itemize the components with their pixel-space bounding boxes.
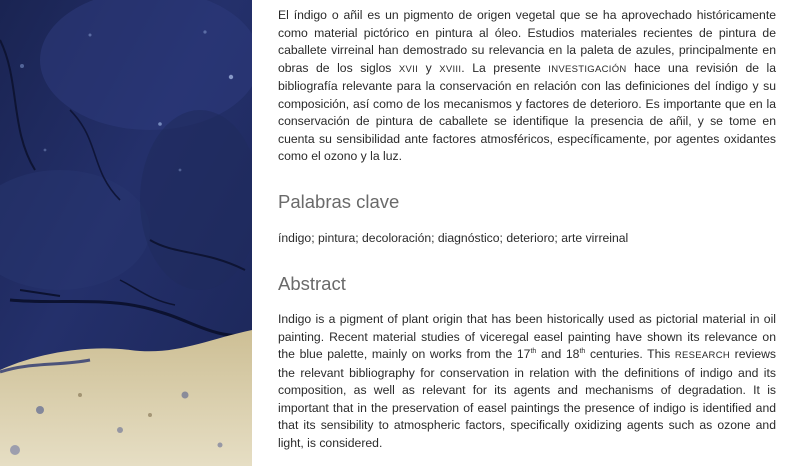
resumen-text-4: hace una revisión de la bibliografía relevante para la conservación en relación con las definiciones del índigo y su composición, así como de los mecanismos y factores de deterioro. Es importante que en la conservación de pintura de caballete se identifique la presencia de añil, y se tome en cuenta su sensibilidad ante factores atmosféricos, específicamente, por agentes oxidantes como el ozono y la luz. (278, 60, 777, 163)
painting-illustration (0, 0, 252, 466)
abstract-text-3: centuries. This (585, 347, 675, 361)
abstract-paragraph (278, 311, 776, 452)
century-xviii: XVIII (439, 63, 462, 75)
investigacion-smallcaps: INVESTIGACIÓN (548, 63, 627, 75)
resumen-text-3: . La presente (461, 60, 549, 75)
research-smallcaps: RESEARCH (674, 350, 731, 361)
abstract-text-2: and 18 (536, 347, 580, 361)
century-xvii: XVII (398, 63, 419, 75)
resumen-text-2: y (418, 60, 440, 75)
keywords-line: índigo; pintura; decoloración; diagnóstico; deterioro; arte virreinal (278, 230, 629, 245)
abstract-text-4: reviews the relevant bibliography for conservation in relation with the definitions of indigo and its composition, as well as relevant for its agents and mechanisms of degradation. It is important that in the preservation of easel paintings the presence of indigo is identified and that its sensibility to atmospheric factors, specifically oxidizing agents such as ozone and light, is considered. (278, 347, 776, 450)
palabras-clave-heading: Palabras clave (278, 190, 400, 212)
abstract-text-1: Indigo is a pigment of plant origin that has been historically used as pictorial material in oil painting. Recent material studies of viceregal easel painting have shown its relevance on the blue palette, mainly on works from the 17 (278, 312, 776, 361)
resumen-text-1: El índigo o añil es un pigmento de origen vegetal que se ha aprovechado históricamente como material pictórico en pintura al óleo. Estudios materiales recientes de pintura de caballete virreinal han demostrado su relevancia en la paleta de azules, principalmente en obras de los siglos (278, 8, 776, 75)
ordinal-suffix-1: th (530, 347, 537, 355)
resumen-paragraph (278, 7, 776, 166)
text-column (278, 7, 776, 452)
ordinal-suffix-2: th (579, 347, 586, 355)
painting-detail-image (0, 0, 252, 466)
abstract-heading: Abstract (278, 273, 346, 294)
